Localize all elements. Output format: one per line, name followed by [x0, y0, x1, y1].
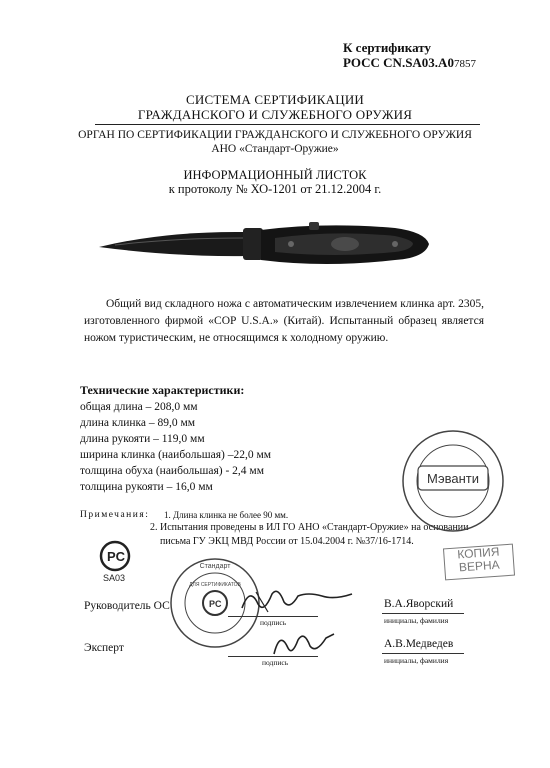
svg-text:PC: PC [107, 549, 126, 564]
organ-title-line2: АНО «Стандарт-Оружие» [211, 143, 339, 155]
head-name-line [382, 613, 464, 614]
spec-item: длина клинка – 89,0 мм [80, 417, 196, 429]
mvanti-stamp-text: Мэванти [427, 471, 479, 486]
spec-item: ширина клинка (наибольшая) –22,0 мм [80, 449, 272, 461]
organ-title [0, 128, 550, 156]
certificate-label: К сертификату [343, 40, 431, 55]
head-name-caption: инициалы, фамилия [384, 616, 449, 625]
expert-signature-caption: подпись [262, 658, 289, 667]
technical-specs [80, 382, 271, 495]
expert-signature [270, 624, 340, 660]
expert-name-line [382, 653, 464, 654]
company-stamp [398, 428, 508, 534]
spec-item: толщина обуха (наибольшая) - 2,4 мм [80, 465, 264, 477]
gost-code: SA03 [103, 573, 126, 583]
certificate-reference [343, 40, 476, 72]
notes-label: Примечания: [80, 510, 150, 520]
spec-item: толщина рукояти – 16,0 мм [80, 481, 213, 493]
head-signature-caption: подпись [260, 618, 287, 627]
note-2: 2. Испытания проведены в ИЛ ГО АНО «Стандарт-Оружие» на основании [150, 522, 469, 533]
system-title [0, 92, 550, 122]
info-sheet-title: ИНФОРМАЦИОННЫЙ ЛИСТОК [183, 168, 367, 182]
seal-inner-text: ДЛЯ СЕРТИФИКАТОВ [189, 582, 241, 588]
divider [95, 124, 480, 125]
certificate-number: РОСС CN.SA03.A0 [343, 55, 454, 70]
copy-verified-stamp [443, 544, 515, 581]
certificate-number-tail: 7857 [453, 58, 476, 70]
spec-item: общая длина – 208,0 мм [80, 401, 198, 413]
protocol-reference: к протоколу № ХО-1201 от 21.12.2004 г. [168, 182, 382, 196]
certificate-number-line [343, 55, 476, 72]
expert-name-caption: инициалы, фамилия [384, 656, 449, 665]
gost-certification-mark [94, 536, 136, 584]
copy-stamp-line1: КОПИЯ [456, 544, 500, 562]
specs-title: Технические характеристики: [80, 383, 245, 397]
knife-description: Общий вид складного ножа с автоматическим извлечением клинка арт. 2305, изготовленного фирмой «COP U.S.A.» (Китай). Испытанный образец является ножом туристическим, не относящимся к холодному оружию. [84, 298, 484, 344]
seal-outer-text: Стандарт [199, 563, 231, 570]
head-name: В.А.Яворский [384, 598, 454, 610]
organ-title-line1: ОРГАН ПО СЕРТИФИКАЦИИ ГРАЖДАНСКОГО И СЛУЖЕБНОГО ОРУЖИЯ [78, 129, 472, 141]
head-label: Руководитель ОС [84, 600, 170, 612]
note-2-continued: письма ГУ ЭКЦ МВД России от 15.04.2004 г. №37/16-1714. [160, 536, 414, 547]
head-signature [238, 582, 358, 618]
system-title-line2: ГРАЖДАНСКОГО И СЛУЖЕБНОГО ОРУЖИЯ [137, 107, 413, 122]
svg-text:PC: PC [209, 599, 222, 609]
knife-image [95, 214, 435, 278]
copy-stamp-line2: ВЕРНА [458, 557, 501, 575]
system-title-line1: СИСТЕМА СЕРТИФИКАЦИИ [185, 92, 365, 107]
spec-item: длина рукояти – 119,0 мм [80, 433, 205, 445]
note-1: 1. Длина клинка не более 90 мм. [164, 510, 289, 520]
expert-name: А.В.Медведев [384, 638, 454, 650]
info-sheet-heading [0, 168, 550, 196]
expert-label: Эксперт [84, 642, 124, 654]
